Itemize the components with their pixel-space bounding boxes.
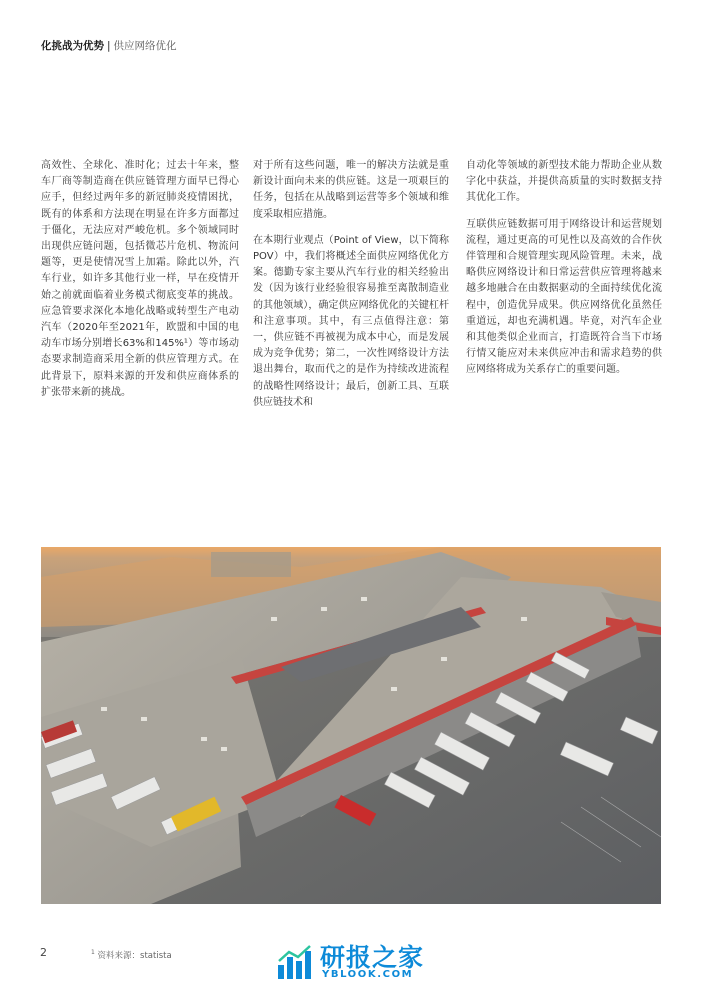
column-3-paragraph-1: 自动化等领域的新型技术能力帮助企业从数字化中获益，并提供高质量的实时数据支持其优化工作。	[466, 160, 662, 204]
column-2-paragraph-1: 对于所有这些问题，唯一的解决方法就是重新设计面向未来的供应链。这是一项艰巨的任务，包括在从战略到运营等多个领域和维度采取相应措施。	[253, 160, 449, 220]
text-column-2	[253, 158, 449, 421]
column-1-paragraph-1: 高效性、全球化、准时化；过去十年来，整车厂商等制造商在供应链管理方面早已得心应手，但经过两年多的新冠肺炎疫情困扰，既有的体系和方法现在明显在许多方面都过于僵化，无法应对严峻危机。多个领域同时出现供应链问题，包括微芯片危机、物流问题等，更是使情况雪上加霜。除此以外，汽车行业，如许多其他行业一样，早在疫情开始之前就面临着业务模式彻底变革的挑战。应急管要求深化本地化战略或转型生产电动汽车（2020年至2021年，欧盟和中国的电动车市场分别增长63%和145%¹）等市场动态要求制造商采用全新的供应管理方式。在此背景下，原料来源的开发和供应商体系的扩张带来新的挑战。	[41, 160, 239, 398]
text-column-1	[41, 158, 239, 411]
footnote-text: 资料来源：statista	[97, 951, 172, 961]
column-3-paragraph-2: 互联供应链数据可用于网络设计和运营规划流程，通过更高的可见性以及高效的合作伙伴管理和合规管理实现风险管理。未来，战略供应网络设计和日常运营供应管理将越来越多地融合在由数据驱动的全面持续优化流程中，创造优异成果。供应网络优化虽然任重道远，却也充满机遇。毕竟，对汽车企业和其他类似企业而言，打造既符合当下市场行情又能应对未来供应冲击和需求趋势的供应网络将成为关系存亡的重要问题。	[466, 218, 662, 376]
bar-chart-logo-icon	[276, 943, 314, 981]
column-2-paragraph-2: 在本期行业观点（Point of View，以下简称POV）中，我们将概述全面供应网络优化方案。德勤专家主要从汽车行业的相关经验出发（因为该行业经验很容易推至离散制造业的其他领域），确定供应网络优化的关键杠杆和注意事项。其中，有三点值得注意：第一，供应链不再被视为成本中心，而是发展成为竞争优势；第二，一次性网络设计方法退出舞台，取而代之的是作为持续改进流程的战略性网络设计；最后，创新工具、互联供应链技术和	[253, 234, 449, 408]
header-subtitle: 供应网络优化	[113, 40, 177, 52]
header-separator: |	[107, 40, 111, 52]
watermark-logo	[276, 938, 456, 982]
page-number: 2	[40, 946, 47, 959]
running-header	[41, 38, 177, 53]
text-column-3	[466, 158, 662, 389]
watermark-title: 研报之家	[320, 943, 425, 972]
footnote-marker: 1	[91, 949, 95, 957]
footnote	[91, 949, 172, 961]
watermark-url: YBLOOK.COM	[322, 969, 414, 980]
warehouse-aerial-photo	[41, 547, 661, 904]
header-title: 化挑战为优势	[41, 40, 104, 52]
